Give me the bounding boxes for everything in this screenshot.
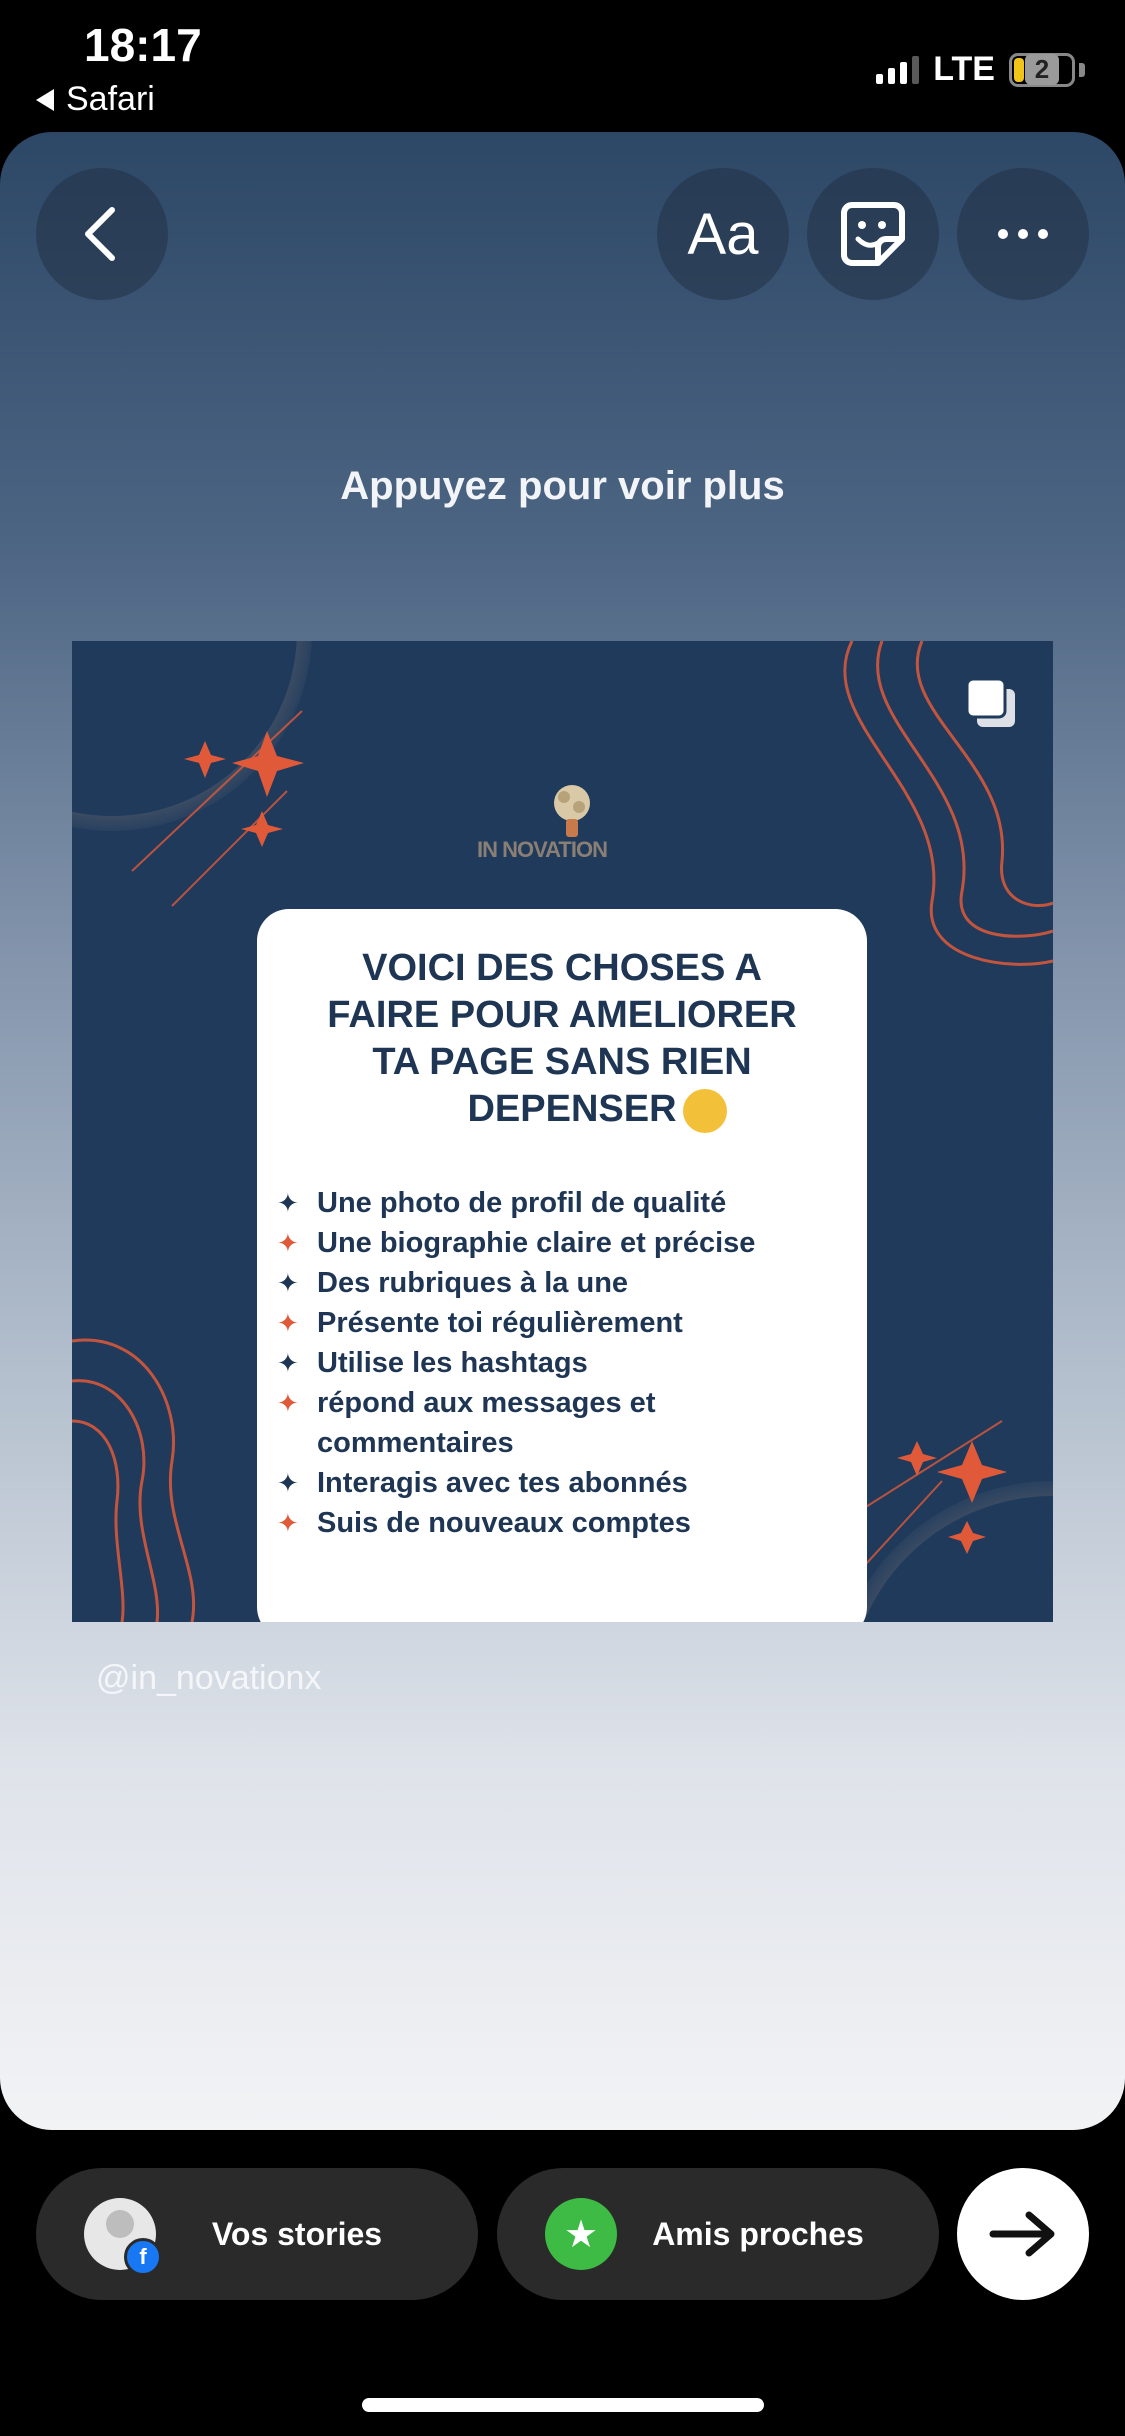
shared-post[interactable]	[72, 641, 1053, 1622]
story-canvas[interactable]	[0, 132, 1125, 2130]
close-friends-button[interactable]	[497, 2168, 939, 2300]
next-button[interactable]	[957, 2168, 1089, 2300]
list-item: ✦ Suis de nouveaux comptes	[277, 1503, 867, 1543]
your-story-button[interactable]	[36, 2168, 478, 2300]
signal-icon	[876, 56, 919, 84]
carousel-icon	[965, 677, 1017, 729]
text-tool-label: Aa	[687, 201, 759, 267]
network-label: LTE	[933, 50, 995, 88]
post-title: VOICI DES CHOSES A FAIRE POUR AMELIORER TA PAGE SANS RIEN DEPENSER	[277, 945, 847, 1133]
sticker-button[interactable]	[807, 168, 939, 300]
list-item: ✦ Une biographie claire et précise	[277, 1223, 867, 1263]
home-indicator[interactable]	[362, 2398, 764, 2412]
sparkle-icon: ✦	[277, 1388, 299, 1418]
post-card	[257, 909, 867, 1622]
facebook-icon: f	[124, 2238, 162, 2276]
sparkle-icon: ✦	[277, 1188, 299, 1218]
sparkle-icon: ✦	[277, 1468, 299, 1498]
back-triangle-icon	[36, 89, 54, 111]
list-item: ✦ Utilise les hashtags	[277, 1343, 867, 1383]
star-icon: ★	[545, 2198, 617, 2270]
sparkle-icon: ✦	[277, 1348, 299, 1378]
status-indicators	[876, 50, 1085, 89]
sparkle-icon: ✦	[277, 1508, 299, 1538]
list-item: ✦ Des rubriques à la une	[277, 1263, 867, 1303]
list-item: ✦ Présente toi régulièrement	[277, 1303, 867, 1343]
close-friends-label: Amis proches	[652, 2215, 864, 2252]
more-options-button[interactable]	[957, 168, 1089, 300]
sparkle-icon: ✦	[277, 1268, 299, 1298]
post-author[interactable]: @in_novationx	[96, 1659, 322, 1697]
sparkle-icon: ✦	[277, 1308, 299, 1338]
arrow-right-icon	[989, 2210, 1057, 2258]
ellipsis-icon	[995, 228, 1051, 240]
battery-level: 2	[1025, 54, 1059, 85]
back-app-label: Safari	[66, 80, 155, 118]
list-item: ✦ répond aux messages et commentaires	[277, 1383, 867, 1463]
thumbs-up-emoji-icon	[683, 1089, 727, 1133]
back-button[interactable]	[36, 168, 168, 300]
list-item: ✦ Interagis avec tes abonnés	[277, 1463, 867, 1503]
tap-hint: Appuyez pour voir plus	[340, 464, 785, 508]
battery-icon	[1009, 53, 1075, 87]
tips-list	[277, 1183, 867, 1543]
your-story-label: Vos stories	[211, 2215, 383, 2252]
text-tool-button[interactable]	[657, 168, 789, 300]
sticker-icon	[838, 199, 908, 269]
sparkle-icon: ✦	[277, 1228, 299, 1258]
chevron-left-icon	[78, 204, 126, 264]
avatar	[84, 2198, 156, 2270]
brand-logo-text: IN NOVATION	[477, 837, 607, 862]
list-item: ✦ Une photo de profil de qualité	[277, 1183, 867, 1223]
back-to-safari[interactable]	[36, 80, 155, 119]
status-time: 18:17	[84, 19, 202, 71]
